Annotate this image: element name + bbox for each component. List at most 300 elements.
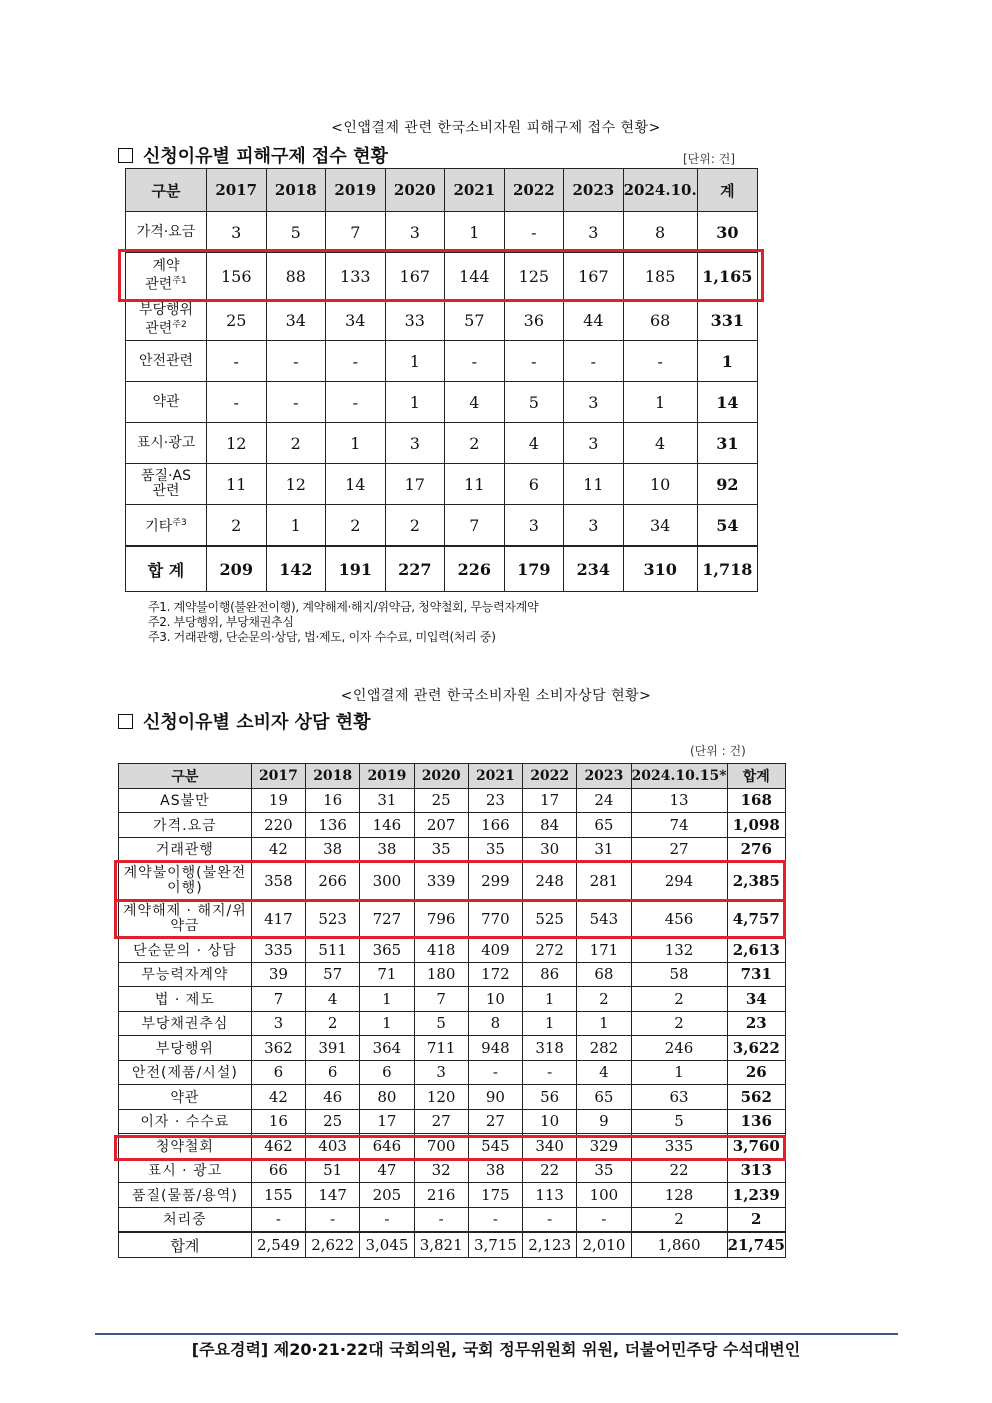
table-cell: 2	[326, 505, 386, 547]
row-total: 2	[727, 1207, 785, 1232]
table-row	[119, 1011, 786, 1036]
table-cell: 272	[523, 938, 577, 963]
header-col: 계	[697, 169, 757, 212]
table-cell: 42	[251, 837, 305, 862]
table-row	[119, 837, 786, 862]
header-col: 2019	[326, 169, 386, 212]
table-cell: 8	[468, 1011, 522, 1036]
table-row	[126, 505, 758, 547]
table-cell: 35	[577, 1158, 631, 1183]
table-cell: 248	[523, 862, 577, 900]
table-cell: 155	[251, 1183, 305, 1208]
table-cell: 17	[360, 1109, 414, 1134]
row-label-text: 단순문의 · 상담	[133, 942, 237, 959]
table-row	[119, 900, 786, 938]
table-cell: 16	[251, 1109, 305, 1134]
table-cell: 281	[577, 862, 631, 900]
row-label	[119, 1011, 252, 1036]
table-cell: 136	[306, 813, 360, 838]
table-cell: 796	[414, 900, 468, 938]
table-row	[126, 212, 758, 253]
row-total: 1	[697, 341, 757, 382]
table-cell: 13	[631, 788, 727, 813]
table-cell: 6	[306, 1060, 360, 1085]
table-row	[126, 423, 758, 464]
table-cell: -	[326, 382, 386, 423]
table-cell: 2	[631, 1011, 727, 1036]
table-cell: 39	[251, 962, 305, 987]
table-cell: 27	[414, 1109, 468, 1134]
table-cell: -	[251, 1207, 305, 1232]
total-cell: 2,010	[577, 1232, 631, 1258]
table-cell: 23	[468, 788, 522, 813]
table-cell: 6	[504, 464, 564, 505]
table-cell: 12	[207, 423, 267, 464]
row-label-text: 가격.요금	[153, 817, 217, 834]
table-cell: 1	[577, 1011, 631, 1036]
row-label-text-2: 관련	[145, 276, 173, 293]
table-cell: 147	[306, 1183, 360, 1208]
table-cell: 1	[360, 987, 414, 1012]
table-cell: -	[207, 341, 267, 382]
table-cell: -	[326, 341, 386, 382]
table-cell: 100	[577, 1183, 631, 1208]
table-cell: 3	[564, 212, 624, 253]
table2-title-text: 신청이유별 소비자 상담 현황	[143, 712, 371, 733]
row-label-text: 청약철회	[155, 1138, 214, 1155]
table-cell: 5	[414, 1011, 468, 1036]
table-cell: 133	[326, 253, 386, 300]
table-cell: 88	[266, 253, 326, 300]
table-cell: 4	[445, 382, 505, 423]
table-cell: -	[207, 382, 267, 423]
grand-total: 1,718	[697, 546, 757, 592]
table2-title	[118, 708, 370, 734]
footnote-marker: 주3	[172, 517, 187, 528]
table-cell: 3	[564, 505, 624, 547]
row-label-text: 계약	[152, 258, 180, 275]
table-cell: 34	[266, 300, 326, 341]
table-cell: 417	[251, 900, 305, 938]
table-cell: 525	[523, 900, 577, 938]
row-label-text: 안전관련	[138, 352, 194, 369]
total-cell: 2,123	[523, 1232, 577, 1258]
table-cell: 335	[631, 1134, 727, 1159]
table-cell: 42	[251, 1085, 305, 1110]
table-cell: 2	[631, 987, 727, 1012]
table-cell: 58	[631, 962, 727, 987]
table-cell: 3	[564, 423, 624, 464]
row-label	[119, 900, 252, 938]
table-cell: 65	[577, 813, 631, 838]
table-cell: 90	[468, 1085, 522, 1110]
table-cell: 3	[251, 1011, 305, 1036]
row-label	[119, 938, 252, 963]
table-cell: 125	[504, 253, 564, 300]
table-cell: 700	[414, 1134, 468, 1159]
header-col: 2024.10.	[623, 169, 697, 212]
table1-caption: <인앱결제 관련 한국소비자원 피해구제 접수 현황>	[331, 120, 661, 136]
checkbox-square-icon	[118, 714, 133, 729]
row-label	[119, 1109, 252, 1134]
row-label	[119, 1085, 252, 1110]
table-cell: 318	[523, 1036, 577, 1061]
table-cell: 1	[623, 382, 697, 423]
table-cell: 2	[631, 1207, 727, 1232]
table-cell: 80	[360, 1085, 414, 1110]
table-row	[119, 962, 786, 987]
table-cell: 294	[631, 862, 727, 900]
footnote-marker: 주2	[172, 320, 187, 331]
table-row	[126, 341, 758, 382]
table-cell: 266	[306, 862, 360, 900]
header-col: 2023	[564, 169, 624, 212]
row-label-text: 계약불이행(불완전	[123, 864, 247, 881]
grand-total: 21,745	[727, 1232, 785, 1258]
table-cell: 74	[631, 813, 727, 838]
table-cell: 38	[360, 837, 414, 862]
table-cell: 57	[445, 300, 505, 341]
header-col: 2018	[306, 764, 360, 789]
table-cell: 727	[360, 900, 414, 938]
row-total: 23	[727, 1011, 785, 1036]
row-total: 168	[727, 788, 785, 813]
table-cell: 6	[251, 1060, 305, 1085]
table-cell: 9	[577, 1109, 631, 1134]
table-cell: 409	[468, 938, 522, 963]
row-label	[126, 253, 207, 300]
total-cell: 310	[623, 546, 697, 592]
row-label	[119, 1158, 252, 1183]
table-cell: 6	[360, 1060, 414, 1085]
table-cell: 7	[326, 212, 386, 253]
table-cell: -	[468, 1060, 522, 1085]
table-cell: 362	[251, 1036, 305, 1061]
table-cell: 167	[385, 253, 445, 300]
table-cell: 1	[523, 987, 577, 1012]
table-cell: 2	[306, 1011, 360, 1036]
table-cell: 27	[631, 837, 727, 862]
row-total: 562	[727, 1085, 785, 1110]
table-cell: 391	[306, 1036, 360, 1061]
table-cell: 65	[577, 1085, 631, 1110]
table-cell: 34	[623, 505, 697, 547]
table-cell: 172	[468, 962, 522, 987]
table-cell: 711	[414, 1036, 468, 1061]
table1-unit: [단위: 건]	[683, 152, 735, 166]
table-cell: -	[523, 1207, 577, 1232]
total-cell: 191	[326, 546, 386, 592]
header-col: 2020	[414, 764, 468, 789]
note-2: 주2. 부당행위, 부당채권추심	[148, 615, 294, 629]
row-label-text: 부당행위	[138, 302, 194, 319]
row-total: 4,757	[727, 900, 785, 938]
table-row	[126, 382, 758, 423]
table-cell: 299	[468, 862, 522, 900]
table-cell: 84	[523, 813, 577, 838]
table-cell: -	[504, 212, 564, 253]
row-label-text: 품질(물품/용역)	[132, 1187, 238, 1204]
row-label	[119, 1183, 252, 1208]
total-cell: 142	[266, 546, 326, 592]
table-cell: 175	[468, 1183, 522, 1208]
table-cell: -	[564, 341, 624, 382]
row-label	[119, 1036, 252, 1061]
header-col: 2021	[468, 764, 522, 789]
table-cell: 68	[577, 962, 631, 987]
table-cell: 335	[251, 938, 305, 963]
table-cell: 22	[523, 1158, 577, 1183]
table-cell: 36	[504, 300, 564, 341]
table-row	[126, 464, 758, 505]
table-cell: 30	[523, 837, 577, 862]
table-cell: 166	[468, 813, 522, 838]
table-cell: 27	[468, 1109, 522, 1134]
header-col: 2017	[207, 169, 267, 212]
damage-relief-table	[125, 168, 758, 592]
table-cell: 205	[360, 1183, 414, 1208]
row-label-text: 표시·광고	[136, 434, 196, 451]
row-total: 30	[697, 212, 757, 253]
table1-title-text: 신청이유별 피해구제 접수 현황	[143, 146, 388, 167]
table-cell: 4	[577, 1060, 631, 1085]
table-cell: 24	[577, 788, 631, 813]
table2-unit: (단위 : 건)	[690, 744, 746, 758]
consumer-consultation-table	[118, 763, 786, 1258]
table1-notes	[148, 600, 538, 645]
table-cell: 8	[623, 212, 697, 253]
row-label	[126, 341, 207, 382]
total-cell: 226	[445, 546, 505, 592]
table-cell: 2	[577, 987, 631, 1012]
header-col: 2022	[523, 764, 577, 789]
table-cell: 10	[523, 1109, 577, 1134]
table-cell: 38	[306, 837, 360, 862]
table-cell: 545	[468, 1134, 522, 1159]
table-cell: -	[577, 1207, 631, 1232]
table-cell: 3	[504, 505, 564, 547]
table-cell: 51	[306, 1158, 360, 1183]
header-col: 합계	[727, 764, 785, 789]
table-cell: 25	[414, 788, 468, 813]
table-cell: 146	[360, 813, 414, 838]
table-cell: -	[468, 1207, 522, 1232]
row-label	[119, 862, 252, 900]
table-cell: 5	[504, 382, 564, 423]
row-label-text: 기타	[145, 518, 173, 535]
table-cell: 22	[631, 1158, 727, 1183]
table-cell: 46	[306, 1085, 360, 1110]
table-cell: 3	[564, 382, 624, 423]
row-label-text: 이자 · 수수료	[140, 1114, 230, 1131]
total-cell: 3,715	[468, 1232, 522, 1258]
table-row	[119, 862, 786, 900]
table-cell: 1	[385, 341, 445, 382]
footnote-marker: 주1	[172, 276, 187, 287]
row-label	[126, 382, 207, 423]
table-cell: -	[266, 382, 326, 423]
row-total: 331	[697, 300, 757, 341]
table-row	[119, 1158, 786, 1183]
table1-title	[118, 142, 388, 168]
row-label-text-2: 이행)	[167, 879, 203, 896]
total-cell: 3,045	[360, 1232, 414, 1258]
table-cell: 17	[385, 464, 445, 505]
table-cell: 7	[414, 987, 468, 1012]
row-label-text: 품질·AS	[141, 468, 191, 484]
table-cell: 3	[385, 423, 445, 464]
table-row	[119, 788, 786, 813]
table-cell: 156	[207, 253, 267, 300]
row-total: 136	[727, 1109, 785, 1134]
total-cell: 1,860	[631, 1232, 727, 1258]
total-cell: 227	[385, 546, 445, 592]
row-label-text: 거래관행	[155, 842, 214, 859]
table-cell: 4	[623, 423, 697, 464]
row-total: 34	[727, 987, 785, 1012]
table-cell: 543	[577, 900, 631, 938]
total-cell: 234	[564, 546, 624, 592]
row-total: 731	[727, 962, 785, 987]
row-label-text-2: 약금	[170, 917, 200, 934]
table-cell: 2	[207, 505, 267, 547]
total-label: 합계	[119, 1232, 252, 1258]
table-cell: 246	[631, 1036, 727, 1061]
table-cell: 7	[251, 987, 305, 1012]
table-cell: 3	[207, 212, 267, 253]
table-cell: 10	[468, 987, 522, 1012]
table-cell: 57	[306, 962, 360, 987]
table-cell: 19	[251, 788, 305, 813]
table-cell: -	[306, 1207, 360, 1232]
table-cell: 339	[414, 862, 468, 900]
table-cell: 86	[523, 962, 577, 987]
row-total: 3,622	[727, 1036, 785, 1061]
note-3: 주3. 거래관행, 단순문의·상담, 법·제도, 이자 수수료, 미입력(처리 중)	[148, 630, 496, 644]
table-cell: 7	[445, 505, 505, 547]
row-total: 3,760	[727, 1134, 785, 1159]
table-cell: 4	[504, 423, 564, 464]
table-row	[119, 987, 786, 1012]
table-cell: 5	[631, 1109, 727, 1134]
row-total: 2,613	[727, 938, 785, 963]
header-row	[126, 169, 758, 212]
row-label-text: 부당채권추심	[141, 1016, 229, 1033]
total-label: 합 계	[126, 546, 207, 592]
table-row	[119, 1036, 786, 1061]
row-total: 1,165	[697, 253, 757, 300]
row-label-text: 처리중	[163, 1212, 207, 1229]
total-row	[119, 1232, 786, 1258]
table-cell: 113	[523, 1183, 577, 1208]
row-total: 1,098	[727, 813, 785, 838]
table-cell: 456	[631, 900, 727, 938]
table2-caption: <인앱결제 관련 한국소비자원 소비자상담 현황>	[340, 688, 652, 704]
table-cell: 185	[623, 253, 697, 300]
header-col: 2021	[445, 169, 505, 212]
table-cell: 329	[577, 1134, 631, 1159]
row-total: 1,239	[727, 1183, 785, 1208]
header-col: 2023	[577, 764, 631, 789]
table-cell: 180	[414, 962, 468, 987]
row-label	[119, 813, 252, 838]
table-cell: -	[504, 341, 564, 382]
table-cell: 646	[360, 1134, 414, 1159]
table-cell: 38	[468, 1158, 522, 1183]
row-total: 2,385	[727, 862, 785, 900]
table-cell: 1	[631, 1060, 727, 1085]
row-label-text: 약관	[170, 1089, 200, 1106]
table-cell: 34	[326, 300, 386, 341]
table-cell: 300	[360, 862, 414, 900]
row-label	[126, 300, 207, 341]
row-label	[119, 987, 252, 1012]
table-cell: 948	[468, 1036, 522, 1061]
table-cell: 35	[414, 837, 468, 862]
table-cell: 1	[360, 1011, 414, 1036]
row-label-text: AS불만	[160, 793, 210, 810]
table-cell: 33	[385, 300, 445, 341]
row-label	[119, 788, 252, 813]
table-cell: 128	[631, 1183, 727, 1208]
table-cell: -	[414, 1207, 468, 1232]
row-label	[126, 423, 207, 464]
total-cell: 179	[504, 546, 564, 592]
row-total: 92	[697, 464, 757, 505]
table-cell: 25	[207, 300, 267, 341]
header-col: 2018	[266, 169, 326, 212]
row-label-text: 무능력자계약	[141, 967, 229, 984]
row-total: 14	[697, 382, 757, 423]
row-label-text: 표시 · 광고	[147, 1163, 223, 1180]
table-cell: 5	[266, 212, 326, 253]
row-label-text-2: 관련	[145, 320, 173, 337]
table-cell: 511	[306, 938, 360, 963]
row-label	[126, 505, 207, 547]
row-label-text: 안전(제품/시설)	[132, 1065, 238, 1082]
table-cell: 120	[414, 1085, 468, 1110]
table-row	[119, 1183, 786, 1208]
table-cell: 132	[631, 938, 727, 963]
row-label-text: 법 · 제도	[154, 991, 215, 1008]
row-label	[119, 837, 252, 862]
table-cell: 282	[577, 1036, 631, 1061]
row-label-text: 부당행위	[155, 1040, 214, 1057]
header-category: 구분	[126, 169, 207, 212]
row-label	[119, 962, 252, 987]
table-cell: 2	[385, 505, 445, 547]
table-cell: 167	[564, 253, 624, 300]
row-label	[119, 1060, 252, 1085]
table-row	[119, 1134, 786, 1159]
header-col: 2024.10.15*	[631, 764, 727, 789]
table-cell: 31	[577, 837, 631, 862]
row-total: 31	[697, 423, 757, 464]
footer-career: [주요경력] 제20·21·22대 국회의원, 국회 정무위원회 위원, 더불어민주당 수석대변인	[191, 1340, 801, 1359]
table-cell: 220	[251, 813, 305, 838]
table-cell: -	[266, 341, 326, 382]
row-label-text: 가격·요금	[136, 223, 196, 240]
table-cell: 3	[414, 1060, 468, 1085]
table-row	[119, 813, 786, 838]
total-row	[126, 546, 758, 592]
row-total: 54	[697, 505, 757, 547]
table-cell: -	[445, 341, 505, 382]
table-cell: -	[623, 341, 697, 382]
total-cell: 2,549	[251, 1232, 305, 1258]
table-cell: 11	[207, 464, 267, 505]
table-cell: 144	[445, 253, 505, 300]
